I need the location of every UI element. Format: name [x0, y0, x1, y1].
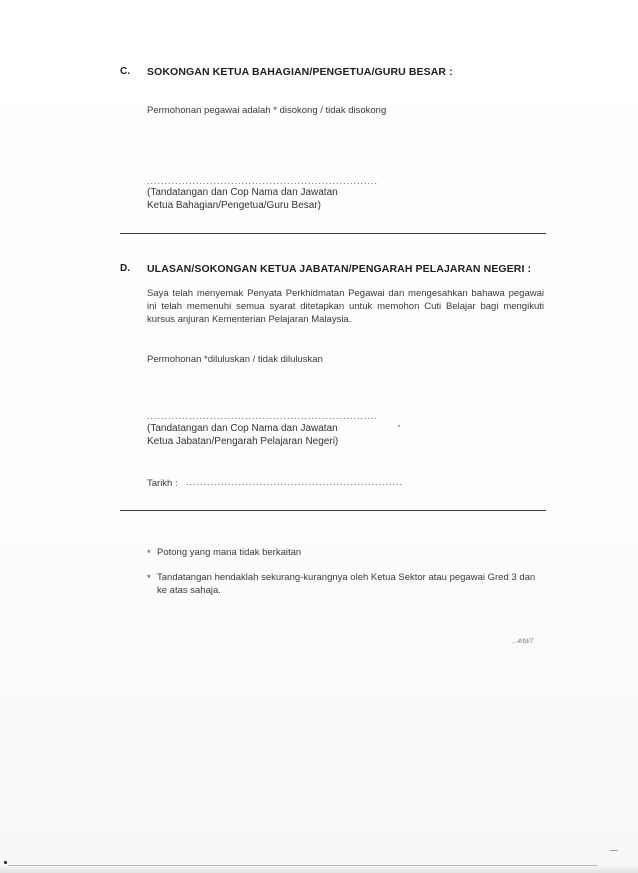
- section-c-signature-line: ..................................................................: [147, 176, 379, 186]
- section-c-signature-caption-1: (Tandatangan dan Cop Nama dan Jawatan: [147, 187, 338, 198]
- section-c-signature-caption-2: Ketua Bahagian/Pengetua/Guru Besar): [147, 200, 322, 211]
- section-divider-1: [120, 233, 546, 234]
- note-2-text: Tandatangan hendaklah sekurang-kurangnya oleh Ketua Sektor atau pegawai Gred 3 dan ke atas sahaja.: [157, 572, 536, 596]
- date-line: ..............................................................: [186, 477, 404, 487]
- scan-speck: [610, 850, 618, 851]
- section-d-signature-caption-2: Ketua Jabatan/Pengarah Pelajaran Negeri): [147, 436, 339, 447]
- section-d-statement: Permohonan *diluluskan / tidak diluluskan: [147, 354, 323, 365]
- date-label: Tarikh :: [147, 478, 178, 489]
- note-2-marker: *: [147, 573, 151, 584]
- section-c-title: SOKONGAN KETUA BAHAGIAN/PENGETUA/GURU BESAR :: [147, 66, 453, 78]
- scan-bottom-edge: [0, 866, 638, 873]
- note-1-marker: *: [147, 548, 151, 559]
- scan-speck: [4, 861, 7, 864]
- section-d-signature-caption-1: (Tandatangan dan Cop Nama dan Jawatan: [147, 423, 338, 434]
- continue-marker: ...4/bl/7: [512, 638, 534, 645]
- section-d-paragraph: Saya telah menyemak Penyata Perkhidmatan Pegawai dan mengesahkan bahawa pegawai ini telah memenuhi semua syarat ditetapkan untuk memohon Cuti Belajar bagi mengikuti kursus anjuran Kementerian Pelajaran Malaysia.: [147, 288, 544, 325]
- section-d-signature-line: ..................................................................: [147, 411, 379, 421]
- section-d-letter: D.: [120, 263, 130, 274]
- section-c-statement: Permohonan pegawai adalah * disokong / tidak disokong: [147, 105, 387, 116]
- scan-speck: [398, 425, 400, 427]
- note-1-text: Potong yang mana tidak berkaitan: [157, 547, 302, 558]
- section-divider-2: [120, 510, 546, 511]
- section-c-letter: C.: [120, 66, 130, 77]
- section-d-title: ULASAN/SOKONGAN KETUA JABATAN/PENGARAH PELAJARAN NEGERI :: [147, 263, 532, 275]
